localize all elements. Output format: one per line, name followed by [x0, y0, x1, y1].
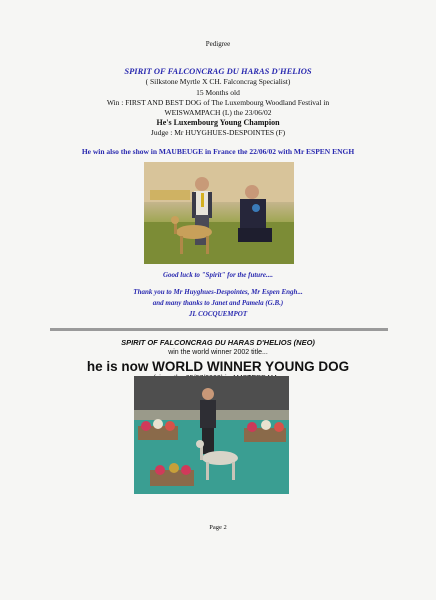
thanks-line-2: and many thanks to Janet and Pamela (G.B.) — [152, 299, 284, 307]
photo-caption: Good luck to "Spirit" for the future.... — [162, 271, 274, 279]
win-line: Win : FIRST AND BEST DOG of The Luxembourg Woodland Festival in — [106, 98, 330, 107]
show-photo-2 — [134, 376, 289, 494]
page-number: Page 2 — [209, 524, 227, 531]
dog-title-2: SPIRIT OF FALCONCRAG DU HARAS D'HELIOS (NEO) — [121, 338, 315, 347]
page-header: Pedigree — [205, 40, 231, 48]
judge-line: Judge : Mr HUYGHUES-DESPOINTES (F) — [150, 128, 286, 137]
world-winner-intro: win the world winner 2002 title... — [168, 349, 268, 356]
champion-line: He's Luxembourg Young Champion — [156, 118, 280, 127]
world-winner-headline: he is now WORLD WINNER YOUNG DOG — [86, 359, 350, 374]
section-divider — [50, 328, 388, 331]
show-photo-2-art — [134, 376, 289, 494]
show-photo-1 — [144, 162, 294, 264]
also-won-line: He win also the show in MAUBEUGE in France the 22/06/02 with Mr ESPEN ENGH — [81, 147, 355, 156]
dog-age: 15 Months old — [196, 88, 240, 97]
signature: JL COCQUEMPOT — [188, 310, 248, 318]
dog-title-1: SPIRIT OF FALCONCRAG DU HARAS D'HELIOS — [124, 66, 312, 76]
thanks-line-1: Thank you to Mr Huyghues-Despointes, Mr Espen Engh... — [133, 288, 303, 296]
show-photo-1-art — [144, 162, 294, 264]
dog-parents: ( Silkstone Myrtle X CH. Falconcrag Specialist) — [145, 77, 291, 86]
place-line: WEISWAMPACH (L) the 23/06/02 — [164, 108, 272, 117]
